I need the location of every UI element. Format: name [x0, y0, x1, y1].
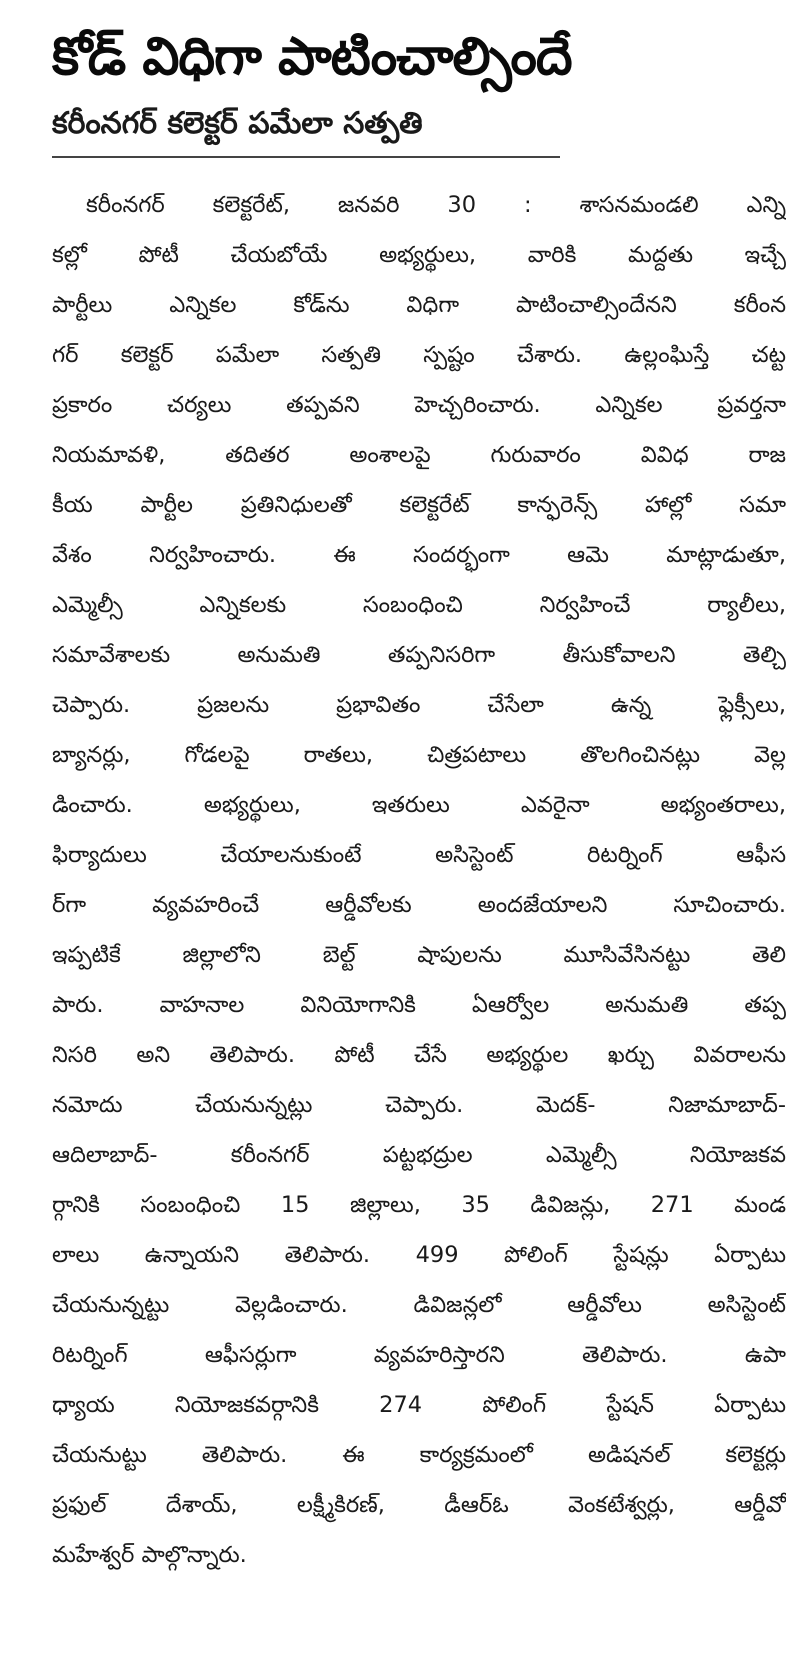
headline-divider	[52, 156, 560, 158]
body-line: సమావేశాలకు అనుమతి తప్పనిసరిగా తీసుకోవాలని తెల్చి	[52, 642, 786, 668]
body-line: నిసరి అని తెలిపారు. పోటీ చేసే అభ్యర్థుల ఖర్చు వివరాలను	[52, 1042, 786, 1068]
body-line: బ్యానర్లు, గోడలపై రాతలు, చిత్రపటాలు తొలగించినట్లు వెల్ల	[52, 742, 786, 768]
headline: కోడ్ విధిగా పాటించాల్సిందే	[52, 27, 572, 87]
body-line: నమోదు చేయనున్నట్లు చెప్పారు. మెదక్- నిజామాబాద్-	[52, 1092, 786, 1118]
body-line: లాలు ఉన్నాయని తెలిపారు. 499 పోలింగ్ స్టేషన్లు ఏర్పాటు	[52, 1242, 786, 1268]
body-line: పారు. వాహనాల వినియోగానికి ఏఆర్వోల అనుమతి తప్ప	[52, 992, 786, 1018]
body-line: మహేశ్వర్ పాల్గొన్నారు.	[52, 1542, 247, 1568]
body-line: ర్‌గా వ్యవహరించే ఆర్డీవోలకు అందజేయాలని సూచించారు.	[52, 892, 786, 918]
subheadline: కరీంనగర్ కలెక్టర్ పమేలా సత్పతి	[52, 106, 423, 141]
body-line: ప్రకారం చర్యలు తప్పవని హెచ్చరించారు. ఎన్నికల ప్రవర్తనా	[52, 392, 786, 418]
body-line: ధ్యాయ నియోజకవర్గానికి 274 పోలింగ్ స్టేషన్ ఏర్పాటు	[52, 1392, 786, 1418]
body-line: చెప్పారు. ప్రజలను ప్రభావితం చేసేలా ఉన్న ఫ్లెక్సీలు,	[52, 692, 786, 718]
article-body	[52, 180, 786, 1580]
body-line: ఫిర్యాదులు చేయాలనుకుంటే అసిస్టెంట్ రిటర్నింగ్ ఆఫీస	[52, 842, 786, 868]
body-line: వేశం నిర్వహించారు. ఈ సందర్భంగా ఆమె మాట్లాడుతూ,	[52, 542, 786, 568]
body-line: ఇప్పటికే జిల్లాలోని బెల్ట్ షాపులను మూసివేసినట్టు తెలి	[52, 942, 786, 968]
body-line: చేయనున్నట్టు వెల్లడించారు. డివిజన్లలో ఆర్డీవోలు అసిస్టెంట్	[52, 1292, 786, 1318]
body-line: ర్గానికి సంబంధించి 15 జిల్లాలు, 35 డివిజన్లు, 271 మండ	[52, 1192, 786, 1218]
body-line: ఆదిలాబాద్- కరీంనగర్ పట్టభద్రుల ఎమ్మెల్సీ నియోజకవ	[52, 1142, 786, 1168]
body-line: డించారు. అభ్యర్థులు, ఇతరులు ఎవరైనా అభ్యంతరాలు,	[52, 792, 786, 818]
body-line: ప్రఫుల్ దేశాయ్, లక్ష్మీకిరణ్, డీఆర్ఓ వెంకటేశ్వర్లు, ఆర్డీవో	[52, 1492, 786, 1518]
body-line: ఎమ్మెల్సీ ఎన్నికలకు సంబంధించి నిర్వహించే ర్యాలీలు,	[52, 592, 786, 618]
body-line: కీయ పార్టీల ప్రతినిధులతో కలెక్టరేట్ కాన్ఫరెన్స్ హాల్లో సమా	[52, 492, 786, 518]
body-line: పార్టీలు ఎన్నికల కోడ్‌ను విధిగా పాటించాల్సిందేనని కరీంన	[52, 292, 786, 318]
body-line: కల్లో పోటీ చేయబోయే అభ్యర్థులు, వారికి మద్దతు ఇచ్చే	[52, 242, 786, 268]
body-line: గర్ కలెక్టర్ పమేలా సత్పతి స్పష్టం చేశారు. ఉల్లంఘిస్తే చట్ట	[52, 342, 786, 368]
body-line: కరీంనగర్ కలెక్టరేట్, జనవరి 30 : శాసనమండలి ఎన్ని	[86, 192, 786, 218]
body-line: చేయనుట్టు తెలిపారు. ఈ కార్యక్రమంలో అడిషనల్ కలెక్టర్లు	[52, 1442, 786, 1468]
body-line: రిటర్నింగ్ ఆఫీసర్లుగా వ్యవహరిస్తారని తెలిపారు. ఉపా	[52, 1342, 786, 1368]
body-line: నియమావళి, తదితర అంశాలపై గురువారం వివిధ రాజ	[52, 442, 786, 468]
